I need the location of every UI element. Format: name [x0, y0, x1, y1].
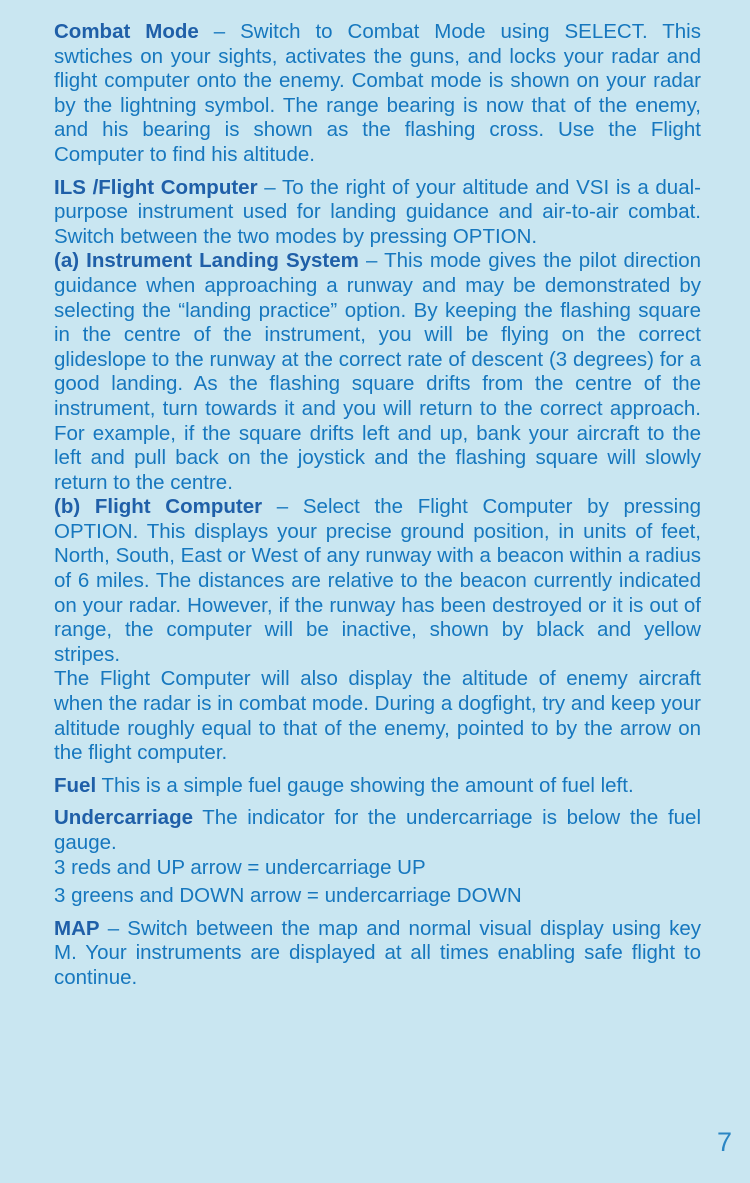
flight-computer-heading: (b) Flight Computer [54, 495, 263, 519]
undercarriage-paragraph [54, 806, 701, 855]
combat-mode-text: – Switch to Combat Mode using SELECT. This swtiches on your sights, activates the guns, and locks your radar and flight computer onto the enemy. Combat mode is shown on your radar by the lightning symbol. The range bearing is now that of the enemy, and his bearing is shown as the flashing cross. Use the Flight Computer to find his altitude. [54, 20, 701, 166]
ils-text: – To the right of your altitude and VSI is a dual-purpose instrument used for landing guidance and air-to-air combat. Switch between the two modes by pressing OPTION. [54, 175, 701, 248]
combat-mode-paragraph [54, 20, 701, 168]
landing-system-paragraph [54, 249, 701, 495]
undercarriage-up-line: 3 reds and UP arrow = undercarriage UP [54, 855, 426, 879]
landing-system-text: – This mode gives the pilot direction guidance when approaching a runway and may be demonstrated by selecting the “landing practice” option. By keeping the flashing square in the centre of the instrument, you will be flying on the correct glideslope to the runway at the correct rate of descent (3 degrees) for a good landing. As the flashing square drifts from the centre of the instrument, turn towards it and you will return to the correct approach. For example, if the square drifts left and up, bank your aircraft to the left and pull back on the joystick and the flashing square will slowly return to the centre. [54, 249, 701, 494]
map-paragraph [54, 917, 701, 991]
landing-system-heading: (a) Instrument Landing System [54, 249, 359, 273]
manual-page [54, 20, 701, 991]
ils-paragraph [54, 176, 701, 250]
undercarriage-down-line: 3 greens and DOWN arrow = undercarriage DOWN [54, 884, 522, 908]
ils-heading: ILS /Flight Computer [54, 175, 258, 199]
undercarriage-heading: Undercarriage [54, 806, 194, 830]
map-heading: MAP [54, 916, 100, 940]
combat-mode-heading: Combat Mode [54, 20, 199, 43]
page-number: 7 [716, 1127, 732, 1157]
undercarriage-text: The indicator for the undercarriage is below the fuel gauge. [54, 806, 701, 854]
map-text: – Switch between the map and normal visual display using key M. Your instruments are displayed at all times enabling safe flight to continue. [54, 916, 701, 989]
flight-computer-text: – Select the Flight Computer by pressing OPTION. This displays your precise ground position, in units of feet, North, South, East or West of any runway with a beacon within a radius of 6 miles. The distances are relative to the beacon currently indicated on your radar. However, if the runway has been destroyed or it is out of range, the computer will be inactive, shown by black and yellow stripes. [54, 495, 701, 666]
fuel-paragraph [54, 774, 701, 799]
flight-computer-paragraph [54, 495, 701, 667]
fuel-text: This is a simple fuel gauge showing the amount of fuel left. [96, 773, 634, 797]
flight-computer-paragraph-2: The Flight Computer will also display the altitude of enemy aircraft when the radar is in combat mode. During a dogfight, try and keep your altitude roughly equal to that of the enemy, pointed to by the arrow on the flight computer. [54, 667, 701, 765]
fuel-heading: Fuel [54, 773, 97, 797]
